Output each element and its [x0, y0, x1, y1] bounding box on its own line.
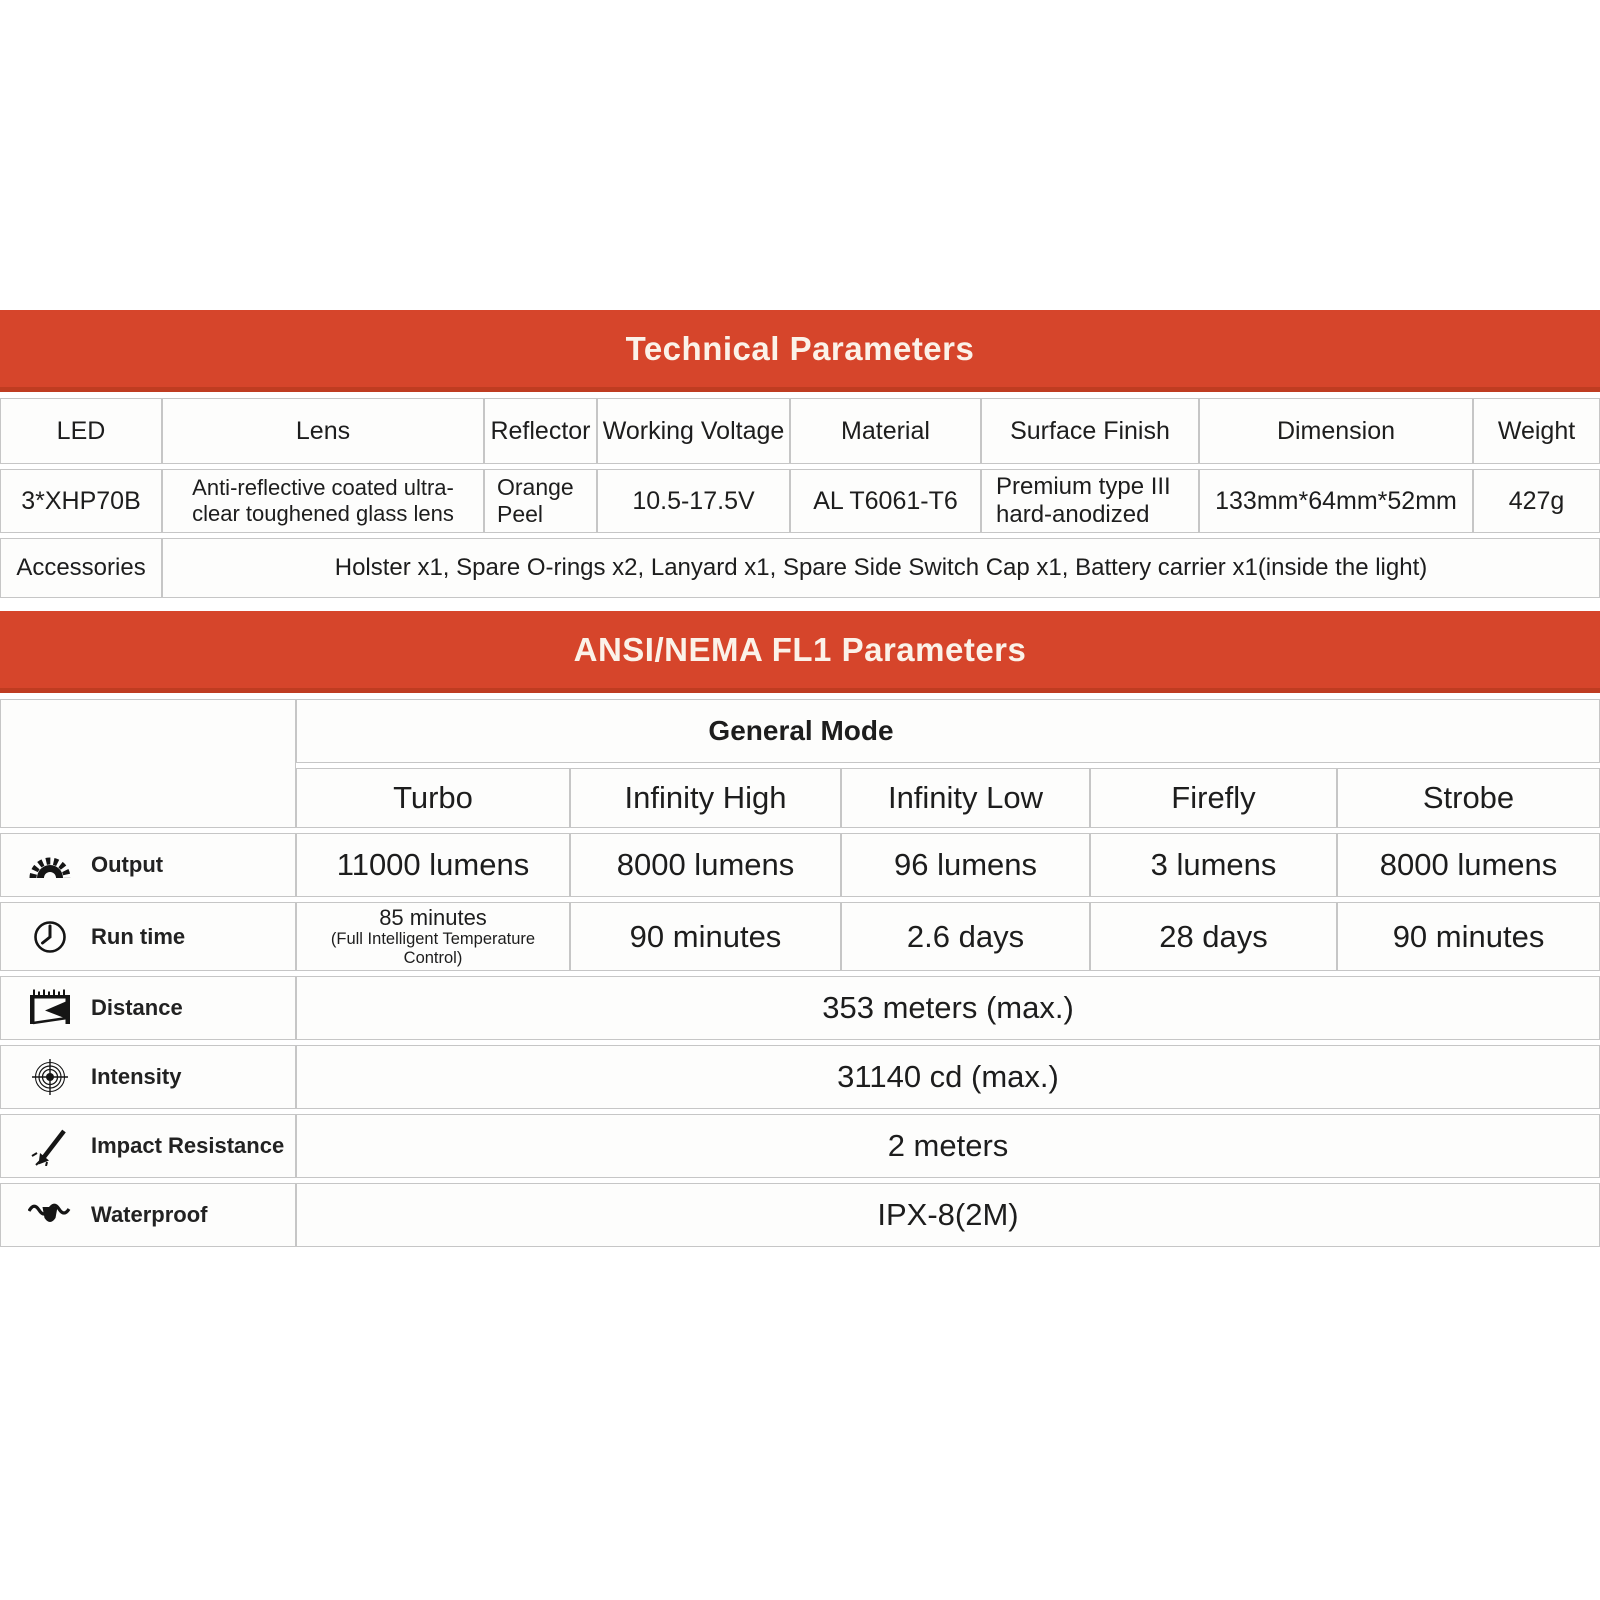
- accessories-row: [0, 538, 1600, 598]
- distance-row: [0, 976, 1600, 1040]
- output-turbo: 11000 lumens: [296, 833, 570, 897]
- accessories-label: Accessories: [0, 538, 162, 598]
- intensity-value: 31140 cd (max.): [296, 1045, 1600, 1109]
- distance-value: 353 meters (max.): [296, 976, 1600, 1040]
- tech-header-working-voltage: Working Voltage: [597, 398, 790, 464]
- general-mode-header: [296, 699, 1600, 763]
- runtime-infinity-high: 90 minutes: [570, 902, 841, 971]
- tech-header-reflector: Reflector: [484, 398, 597, 464]
- runtime-label: Run time: [91, 923, 186, 949]
- tech-header-surface-finish: Surface Finish: [981, 398, 1199, 464]
- mode-firefly: Firefly: [1090, 768, 1337, 828]
- sun-output-icon: [27, 844, 73, 886]
- runtime-strobe: 90 minutes: [1337, 902, 1600, 971]
- output-infinity-high: 8000 lumens: [570, 833, 841, 897]
- intensity-row: [0, 1045, 1600, 1109]
- distance-label: Distance: [91, 995, 183, 1021]
- tech-header-material: Material: [790, 398, 981, 464]
- tech-value-weight: 427g: [1473, 469, 1600, 533]
- output-row: [0, 833, 1600, 897]
- tech-value-dimension: 133mm*64mm*52mm: [1199, 469, 1473, 533]
- target-icon: [27, 1056, 73, 1098]
- tech-header-row: [0, 398, 1600, 464]
- output-infinity-low: 96 lumens: [841, 833, 1090, 897]
- mode-strobe: Strobe: [1337, 768, 1600, 828]
- fl1-parameters-title: ANSI/NEMA FL1 Parameters: [573, 630, 1027, 668]
- runtime-firefly: 28 days: [1090, 902, 1337, 971]
- tech-value-lens: Anti-reflective coated ultra-clear toughened glass lens: [162, 469, 484, 533]
- runtime-infinity-low: 2.6 days: [841, 902, 1090, 971]
- distance-label-cell: [0, 976, 296, 1040]
- fl1-corner-cell: [0, 699, 296, 828]
- impact-label-cell: [0, 1114, 296, 1178]
- tech-value-row: [0, 469, 1600, 533]
- output-label-cell: [0, 833, 296, 897]
- output-firefly: 3 lumens: [1090, 833, 1337, 897]
- impact-arrow-icon: [27, 1125, 73, 1167]
- tech-value-material: AL T6061-T6: [790, 469, 981, 533]
- impact-row: [0, 1114, 1600, 1178]
- runtime-turbo-note: (Full Intelligent Temperature Control): [330, 930, 536, 968]
- tech-value-reflector: Orange Peel: [484, 469, 597, 533]
- accessories-value: Holster x1, Spare O-rings x2, Lanyard x1, Spare Side Switch Cap x1, Battery carrier x1(inside the light): [162, 538, 1600, 598]
- beam-distance-icon: [27, 987, 73, 1029]
- runtime-turbo: [296, 902, 570, 971]
- water-drop-icon: [27, 1194, 73, 1236]
- tech-header-lens: Lens: [162, 398, 484, 464]
- fl1-parameters-table: [0, 694, 1600, 1252]
- intensity-label-cell: [0, 1045, 296, 1109]
- tech-header-dimension: Dimension: [1199, 398, 1473, 464]
- tech-header-weight: Weight: [1473, 398, 1600, 464]
- fl1-parameters-banner: [0, 611, 1600, 693]
- technical-parameters-title: Technical Parameters: [625, 329, 975, 367]
- runtime-row: [0, 902, 1600, 971]
- runtime-turbo-value: 85 minutes: [379, 905, 487, 930]
- mode-infinity-low: Infinity Low: [841, 768, 1090, 828]
- technical-parameters-banner: [0, 310, 1600, 392]
- tech-value-working-voltage: 10.5-17.5V: [597, 469, 790, 533]
- mode-turbo: Turbo: [296, 768, 570, 828]
- waterproof-label: Waterproof: [91, 1202, 208, 1228]
- output-label: Output: [91, 852, 164, 877]
- waterproof-value: IPX-8(2M): [296, 1183, 1600, 1247]
- tech-header-led: LED: [0, 398, 162, 464]
- impact-label: Impact Resistance: [91, 1133, 285, 1159]
- tech-value-surface-finish: Premium type III hard-anodized: [981, 469, 1199, 533]
- technical-parameters-table: [0, 393, 1600, 603]
- mode-infinity-high: Infinity High: [570, 768, 841, 828]
- output-strobe: 8000 lumens: [1337, 833, 1600, 897]
- intensity-label: Intensity: [91, 1064, 182, 1090]
- waterproof-label-cell: [0, 1183, 296, 1247]
- impact-value: 2 meters: [296, 1114, 1600, 1178]
- clock-icon: [27, 916, 73, 958]
- runtime-label-cell: [0, 902, 296, 971]
- general-mode-label: General Mode: [708, 715, 894, 746]
- general-mode-row: [0, 699, 1600, 763]
- tech-value-led: 3*XHP70B: [0, 469, 162, 533]
- waterproof-row: [0, 1183, 1600, 1247]
